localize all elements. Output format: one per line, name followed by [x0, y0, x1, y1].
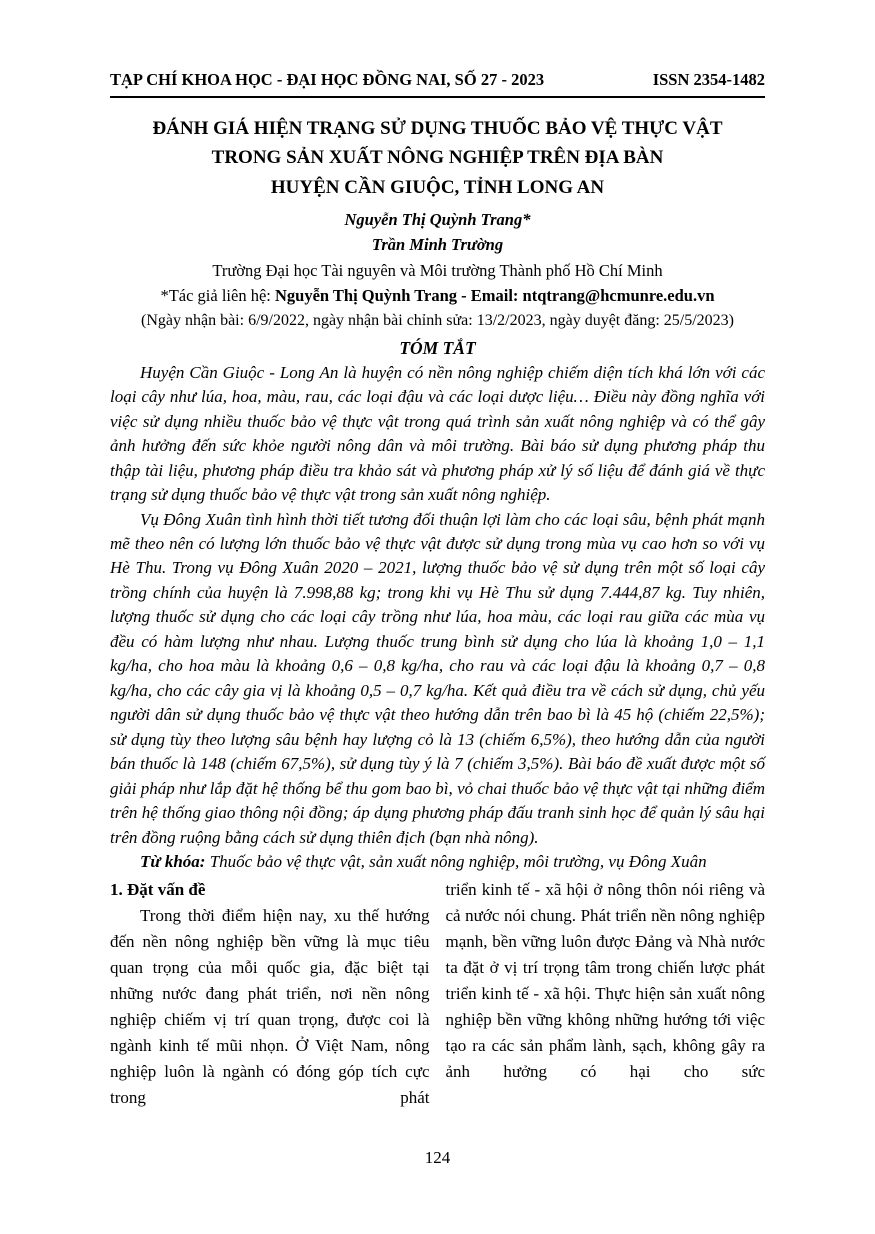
article-title-line-1: ĐÁNH GIÁ HIỆN TRẠNG SỬ DỤNG THUỐC BẢO VỆ THỰC VẬT — [152, 118, 723, 139]
corresponding-author-line — [110, 283, 765, 309]
two-column-body — [110, 877, 765, 1111]
author-2: Trần Minh Trường — [371, 235, 504, 255]
section-1-paragraph-left: Trong thời điểm hiện nay, xu thế hướng đến nền nông nghiệp bền vững là mục tiêu quan trọng của mỗi quốc gia, đặc biệt tại những nước đang phát triển, nơi nền nông nghiệp chiếm vị trí quan trọng, được coi là ngành kinh tế mũi nhọn. Ở Việt Nam, nông nghiệp luôn là ngành có đóng góp tích cực trong phát — [110, 905, 430, 1107]
right-column — [446, 877, 766, 1111]
submission-dates: (Ngày nhận bài: 6/9/2022, ngày nhận bài chỉnh sửa: 13/2/2023, ngày duyệt đăng: 25/5/2023) — [140, 311, 734, 329]
left-column — [110, 877, 430, 1111]
journal-header — [110, 70, 765, 98]
author-1: Nguyễn Thị Quỳnh Trang* — [344, 210, 531, 230]
contact-name-email: Nguyễn Thị Quỳnh Trang - Email: ntqtrang@hcmunre.edu.vn — [274, 286, 715, 306]
issn-label: ISSN 2354-1482 — [652, 70, 765, 89]
abstract-paragraph-2: Vụ Đông Xuân tình hình thời tiết tương đối thuận lợi làm cho các loại sâu, bệnh phát mạnh mẽ theo nên có lượng lớn thuốc bảo vệ thực vật được sử dụng trong mùa vụ cao hơn so với vụ Hè Thu. Trong vụ Đông Xuân 2020 – 2021, lượng thuốc bảo vệ sử dụng trên một số loại cây trồng chính của huyện là 7.998,88 kg; trong khi vụ Hè Thu sử dụng 7.444,87 kg. Tuy nhiên, lượng thuốc sử dụng cho các loại cây trồng như lúa, hoa màu, các loại rau giữa các mùa vụ đều có hàm lượng như nhau. Lượng thuốc trung bình sử dụng cho lúa là khoảng 1,0 – 1,1 kg/ha, cho hoa màu là khoảng 0,6 – 0,8 kg/ha, cho rau và các loại đậu là khoảng 0,7 – 0,8 kg/ha, cho các cây gia vị là khoảng 0,5 – 0,7 kg/ha. Kết quả điều tra về cách sử dụng, chủ yếu người dân sử dụng thuốc bảo vệ thực vật theo hướng dẫn trên bao bì là 45 hộ (chiếm 22,5%); sử dụng tùy theo lượng sâu bệnh hay lượng cỏ là 13 (chiếm 6,5%), theo hướng dẫn của người bán thuốc là 148 (chiếm 67,5%), sử dụng tùy ý là 7 (chiếm 3,5%). Bài báo đề xuất được một số giải pháp như lắp đặt hệ thống bể thu gom bao bì, vỏ chai thuốc bảo vệ thực vật tại những điểm trên hệ thống giao thông nội đồng; áp dụng phương pháp đấu tranh sinh học để quản lý sâu hại trên đồng ruộng bằng cách sử dụng thiên địch (bạn nhà nông). — [110, 509, 765, 847]
article-title-line-3: HUYỆN CẦN GIUỘC, TỈNH LONG AN — [270, 176, 605, 198]
abstract-heading: TÓM TẮT — [399, 337, 476, 358]
article-title-line-2: TRONG SẢN XUẤT NÔNG NGHIỆP TRÊN ĐỊA BÀN — [211, 147, 664, 169]
section-1-paragraph-right: triển kinh tế - xã hội ở nông thôn nói riêng và cả nước nói chung. Phát triển nền nông nghiệp mạnh, bền vững luôn được Đảng và Nhà nước ta đặt ở vị trí trọng tâm trong chiến lược phát triển kinh tế - xã hội. Thực hiện sản xuất nông nghiệp bền vững không những hướng tới việc tạo ra các sản phẩm lành, sạch, không gây ra ảnh hưởng có hại cho sức — [445, 879, 765, 1081]
journal-title: TẠP CHÍ KHOA HỌC - ĐẠI HỌC ĐỒNG NAI, SỐ 27 - 2023 — [110, 70, 545, 89]
affiliation: Trường Đại học Tài nguyên và Môi trường Thành phố Hồ Chí Minh — [212, 260, 663, 280]
abstract-paragraph-1: Huyện Cần Giuộc - Long An là huyện có nền nông nghiệp chiếm diện tích khá lớn với các loại cây như lúa, hoa, màu, rau, các loại đậu và các loại dược liệu… Điều này đồng nghĩa với việc sử dụng nhiều thuốc bảo vệ thực vật trong quá trình sản xuất nông nghiệp và có thể gây ảnh hưởng đến sức khỏe người nông dân và môi trường. Bài báo sử dụng phương pháp thu thập tài liệu, phương pháp điều tra khảo sát và phương pháp xử lý số liệu để đánh giá về thực trạng sử dụng thuốc bảo vệ thực vật trong sản xuất nông nghiệp. — [110, 362, 765, 505]
keywords-text: Thuốc bảo vệ thực vật, sản xuất nông nghiệp, môi trường, vụ Đông Xuân — [205, 852, 707, 872]
keywords-label: Từ khóa: — [140, 852, 206, 872]
article-title — [110, 114, 765, 202]
author-list — [110, 208, 765, 258]
keywords-line — [110, 850, 765, 874]
section-1-heading: 1. Đặt vấn đề — [110, 879, 206, 899]
page-number: 124 — [424, 1148, 451, 1167]
contact-prefix: *Tác giả liên hệ: — [160, 286, 275, 306]
